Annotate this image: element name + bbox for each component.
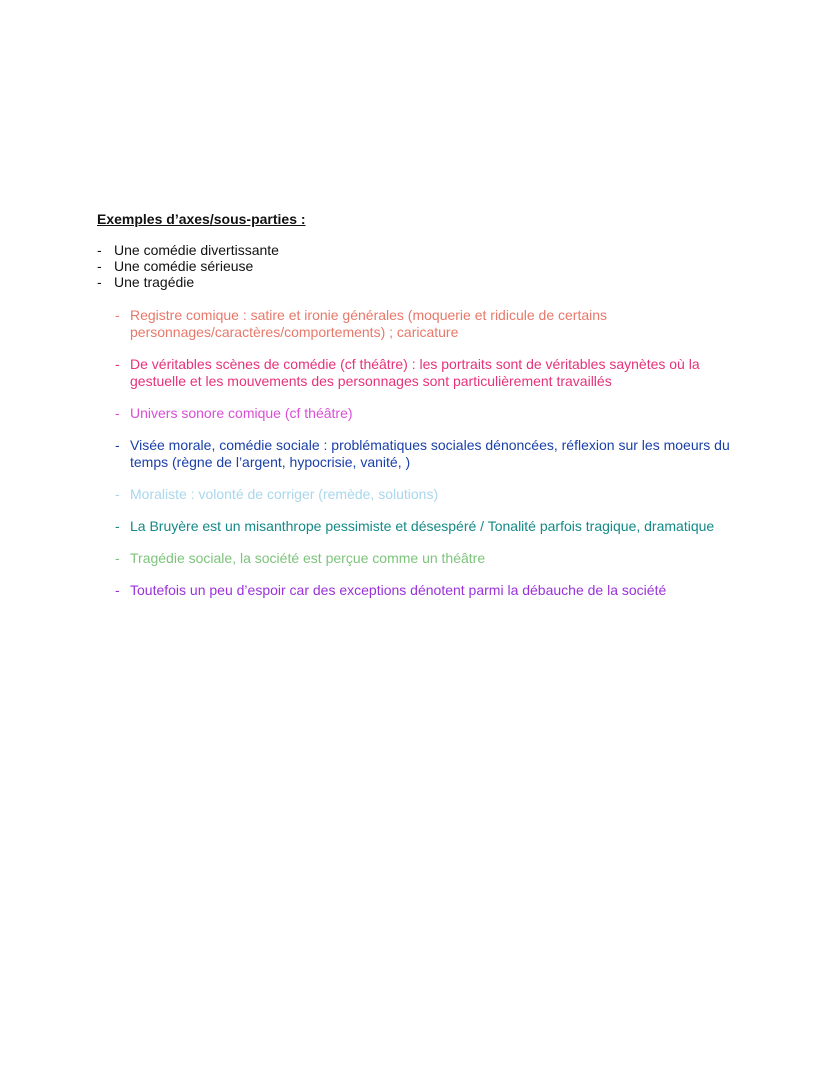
sub-part-item: [115, 356, 737, 390]
main-axis-item: [97, 242, 737, 258]
sub-part-text: De véritables scènes de comédie (cf théâtre) : les portraits sont de véritables saynètes où la gestuelle et les mouvements des personnages sont particulièrement travaillés: [130, 356, 700, 389]
main-axis-text: Une comédie divertissante: [114, 242, 279, 258]
main-axis-text: Une comédie sérieuse: [114, 258, 254, 274]
dash-bullet-icon: -: [115, 405, 120, 421]
dash-bullet-icon: -: [115, 437, 120, 453]
sub-part-item: [115, 550, 737, 567]
dash-bullet-icon: -: [115, 307, 120, 323]
main-axis-text: Une tragédie: [114, 274, 195, 290]
sub-part-item: [115, 518, 737, 535]
sub-part-item: [115, 437, 737, 471]
sub-part-text: Visée morale, comédie sociale : problématiques sociales dénoncées, réflexion sur les moeurs du temps (règne de l’argent, hypocrisie, vanité, ): [130, 437, 730, 470]
document-page: [97, 210, 737, 614]
dash-bullet-icon: -: [115, 486, 120, 502]
main-axes-list: [97, 242, 737, 290]
dash-bullet-icon: -: [115, 582, 120, 598]
main-axis-item: [97, 258, 737, 274]
sub-part-item: [115, 307, 737, 341]
sub-part-text: Univers sonore comique (cf théâtre): [130, 405, 353, 421]
section-heading: Exemples d’axes/sous-parties :: [97, 211, 306, 227]
sub-parts-list: [97, 307, 737, 599]
dash-bullet-icon: -: [97, 274, 102, 290]
dash-bullet-icon: -: [115, 518, 120, 534]
sub-part-text: Registre comique : satire et ironie générales (moquerie et ridicule de certains personnages/caractères/comportements) ; caricature: [130, 307, 608, 340]
sub-part-item: [115, 486, 737, 503]
sub-part-text: Tragédie sociale, la société est perçue comme un théâtre: [130, 550, 486, 566]
sub-part-text: Moraliste : volonté de corriger (remède, solutions): [130, 486, 439, 502]
sub-part-item: [115, 582, 737, 599]
dash-bullet-icon: -: [97, 242, 102, 258]
sub-part-text: Toutefois un peu d’espoir car des exceptions dénotent parmi la débauche de la société: [130, 582, 667, 598]
sub-part-text: La Bruyère est un misanthrope pessimiste et désespéré / Tonalité parfois tragique, dramatique: [130, 518, 715, 534]
dash-bullet-icon: -: [115, 550, 120, 566]
dash-bullet-icon: -: [97, 258, 102, 274]
main-axis-item: [97, 274, 737, 290]
dash-bullet-icon: -: [115, 356, 120, 372]
sub-part-item: [115, 405, 737, 422]
